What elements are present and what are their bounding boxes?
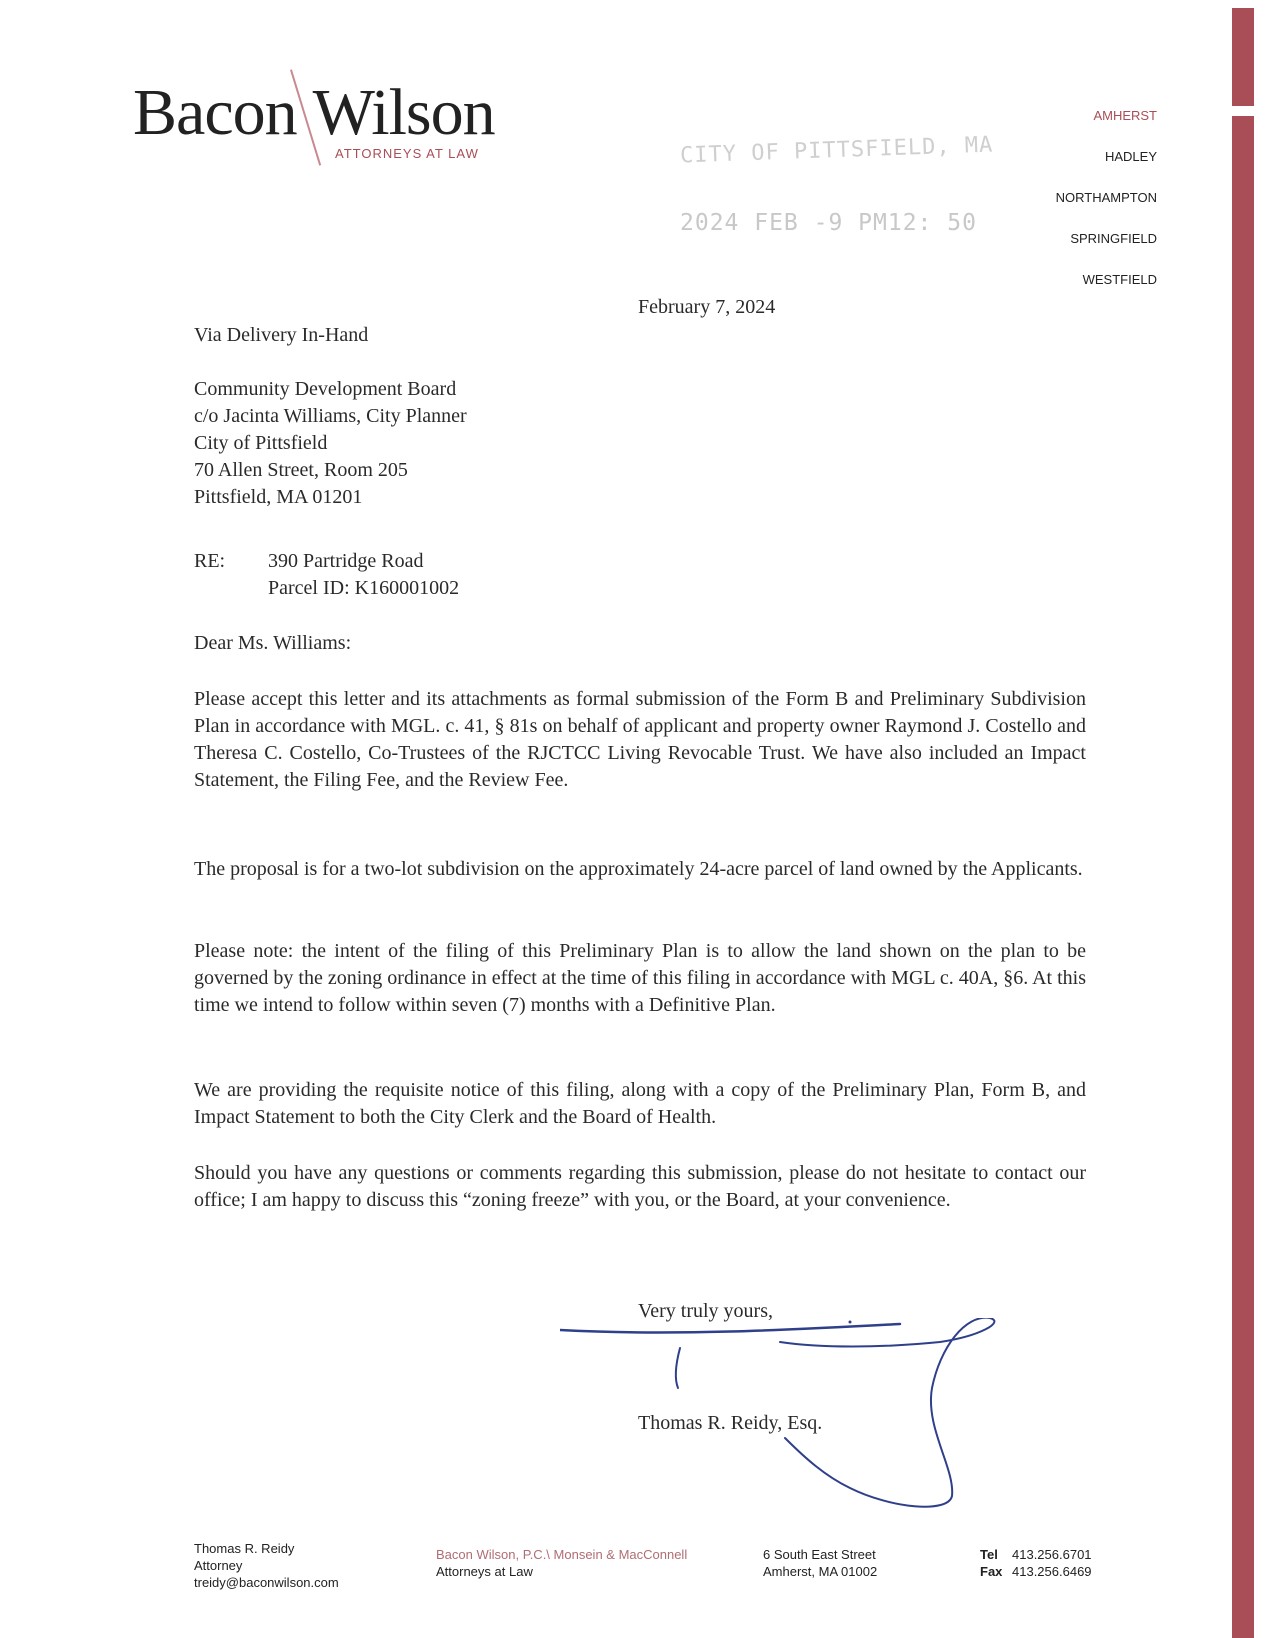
body-paragraph: Please accept this letter and its attachments as formal submission of the Form B and Preliminary Subdivision Plan in accordance with MGL. c. 41, § 81s on behalf of applicant and property owner Raymond J. Costello and Theresa C. Costello, Co-Trustees of the RJCTCC Living Revocable Trust. We have also included an Impact Statement, the Filing Fee, and the Review Fee.: [194, 688, 1086, 791]
tel-label: Tel: [980, 1547, 998, 1562]
tel-number[interactable]: 413.256.6701: [1012, 1547, 1092, 1562]
delivery-method: Via Delivery In-Hand: [194, 324, 369, 346]
office-item: AMHERST: [1093, 108, 1157, 123]
body-paragraph: Please note: the intent of the filing of this Preliminary Plan is to allow the land shown on the plan to be governed by the zoning ordinance in effect at the time of this filing in accordance with MGL c. 40A, §6. At this time we intend to follow within seven (7) months with a Definitive Plan.: [194, 940, 1086, 1016]
footer-street: 6 South East Street: [763, 1547, 876, 1562]
body-paragraph: Should you have any questions or comments regarding this submission, please do not hesitate to contact our office; I am happy to discuss this “zoning freeze” with you, or the Board, at your convenience.: [194, 1162, 1086, 1211]
re-line: Parcel ID: K160001002: [268, 577, 460, 599]
salutation: Dear Ms. Williams:: [194, 632, 352, 654]
fax-label: Fax: [980, 1564, 1003, 1579]
body-paragraph: We are providing the requisite notice of this filing, along with a copy of the Preliminary Plan, Form B, and Impact Statement to both the City Clerk and the Board of Health.: [194, 1079, 1086, 1128]
side-accent-bar: [1232, 116, 1254, 1638]
logo-word-bacon: Bacon: [133, 76, 297, 149]
address-line: City of Pittsfield: [194, 432, 328, 454]
office-item: NORTHAMPTON: [1055, 190, 1157, 205]
fax-number: 413.256.6469: [1012, 1564, 1092, 1579]
closing: Very truly yours,: [638, 1300, 773, 1322]
logo-word-wilson: Wilson: [312, 76, 495, 149]
footer-name: Thomas R. Reidy: [194, 1541, 295, 1556]
body-paragraph: The proposal is for a two-lot subdivision on the approximately 24-acre parcel of land owned by the Applicants.: [194, 858, 1083, 880]
address-line: Pittsfield, MA 01201: [194, 486, 363, 508]
address-line: 70 Allen Street, Room 205: [194, 459, 408, 481]
side-accent-bar-top: [1232, 8, 1254, 106]
footer-phone: [980, 1546, 1092, 1580]
address-line: c/o Jacinta Williams, City Planner: [194, 405, 467, 427]
firm-logo: [133, 76, 495, 149]
letter-date: February 7, 2024: [638, 296, 776, 318]
signer-name: Thomas R. Reidy, Esq.: [638, 1412, 823, 1434]
logo-tagline: ATTORNEYS AT LAW: [335, 146, 479, 161]
footer-address: [763, 1546, 877, 1580]
re-label: RE:: [194, 550, 226, 572]
footer-city: Amherst, MA 01002: [763, 1564, 878, 1579]
received-stamp-line1: CITY OF PITTSFIELD, MA: [679, 132, 994, 169]
footer-firm-names: Bacon Wilson, P.C.\ Monsein & MacConnell: [436, 1547, 688, 1562]
received-stamp-line2: 2024 FEB -9 PM12: 50: [680, 210, 977, 236]
footer-email[interactable]: treidy@baconwilson.com: [194, 1575, 339, 1590]
footer-firm-sub: Attorneys at Law: [436, 1564, 533, 1579]
re-subject: [268, 548, 459, 602]
office-item: WESTFIELD: [1082, 272, 1157, 287]
address-line: Community Development Board: [194, 378, 457, 400]
office-list: [1056, 108, 1157, 313]
re-line: 390 Partridge Road: [268, 550, 424, 572]
recipient-address: [194, 376, 467, 511]
office-item: SPRINGFIELD: [1070, 231, 1157, 246]
footer-contact: [194, 1540, 339, 1591]
office-item: HADLEY: [1104, 149, 1157, 164]
footer-title: Attorney: [194, 1558, 243, 1573]
footer-firm: [436, 1546, 687, 1580]
